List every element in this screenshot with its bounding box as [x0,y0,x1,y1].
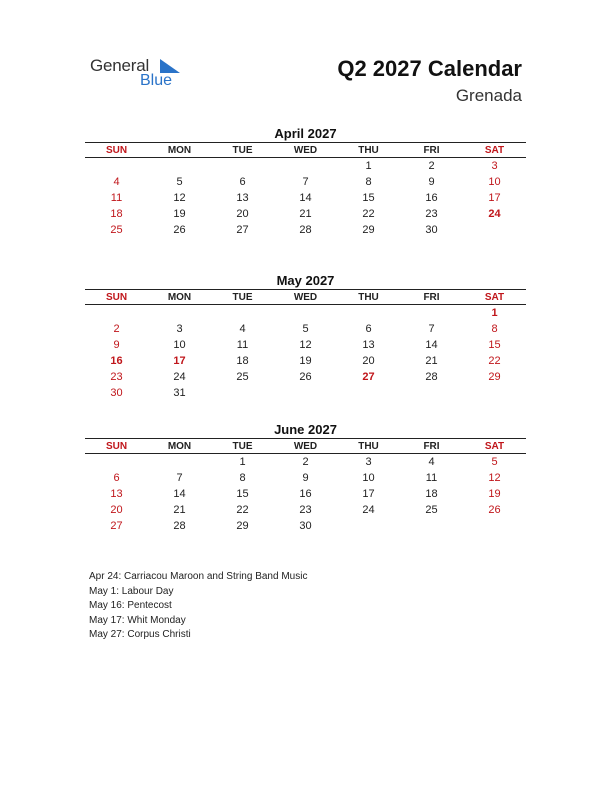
day-cell: 15 [236,488,249,500]
page-title: Q2 2027 Calendar [337,56,522,81]
day-cell: 2 [113,323,120,335]
week-row [85,321,526,337]
day-cell [148,454,211,471]
day-cell: 1 [491,307,498,319]
day-cell: 21 [425,355,438,367]
weekday-header: WED [274,290,337,305]
day-cell: 3 [176,323,183,335]
day-cell: 29 [362,224,375,236]
week-row [85,385,526,401]
day-cell: 22 [362,208,375,220]
weekday-header: SAT [463,143,526,158]
day-cell: 12 [173,192,186,204]
weekday-header: FRI [400,439,463,454]
month-june [85,422,526,534]
weekday-header: TUE [211,143,274,158]
day-cell [85,454,148,471]
week-row [85,158,526,175]
weekday-header: THU [337,143,400,158]
day-cell: 8 [491,323,498,335]
day-cell [274,305,337,322]
logo-blue-text: Blue [140,72,173,89]
day-cell: 13 [110,488,123,500]
day-cell [400,305,463,322]
day-cell: 30 [299,520,312,532]
day-cell [148,305,211,322]
month-april [85,126,526,238]
day-cell [85,305,148,322]
day-cell: 23 [110,371,123,383]
day-cell: 22 [236,504,249,516]
day-cell: 24 [488,208,501,220]
day-cell: 21 [299,208,312,220]
day-cell: 11 [236,339,249,351]
logo-general-text: General [90,56,150,75]
day-cell [337,518,400,534]
week-row [85,502,526,518]
calendar-grid [85,142,526,238]
day-cell: 20 [236,208,249,220]
day-cell [400,385,463,401]
generalblue-logo [90,56,190,92]
day-cell: 1 [365,160,372,172]
day-cell: 25 [110,224,123,236]
day-cell [463,222,526,238]
month-may [85,273,526,401]
month-title: April 2027 [274,126,337,141]
day-cell: 17 [488,192,501,204]
day-cell [274,385,337,401]
logo-triangle-icon [160,59,180,73]
day-cell: 27 [110,520,123,532]
day-cell: 14 [425,339,438,351]
day-cell: 8 [239,472,246,484]
weekday-header: FRI [400,290,463,305]
day-cell: 10 [362,472,375,484]
weekday-header: SUN [85,143,148,158]
weekday-header: TUE [211,439,274,454]
day-cell: 4 [428,456,435,468]
weekday-header: MON [148,290,211,305]
day-cell: 26 [299,371,312,383]
holiday-note: May 17: Whit Monday [89,614,186,626]
week-row [85,486,526,502]
day-cell: 25 [425,504,438,516]
weekday-header: SAT [463,439,526,454]
day-cell: 10 [173,339,186,351]
day-cell: 13 [362,339,375,351]
day-cell: 11 [110,192,123,204]
day-cell: 12 [488,472,501,484]
day-cell [463,385,526,401]
week-row [85,369,526,385]
weekday-header: MON [148,143,211,158]
day-cell: 25 [236,371,249,383]
holiday-note: Apr 24: Carriacou Maroon and String Band Music [89,571,308,582]
week-row [85,518,526,534]
day-cell: 19 [299,355,312,367]
day-cell: 2 [428,160,435,172]
week-row [85,337,526,353]
week-row [85,206,526,222]
day-cell: 20 [110,504,123,516]
day-cell [274,158,337,175]
day-cell: 16 [299,488,312,500]
day-cell [85,158,148,175]
day-cell: 17 [173,355,186,367]
week-row [85,174,526,190]
day-cell [400,518,463,534]
day-cell: 23 [425,208,438,220]
day-cell: 9 [428,176,435,188]
weekday-header: THU [337,290,400,305]
calendar-grid [85,438,526,534]
weekday-header: FRI [400,143,463,158]
week-row [85,305,526,322]
day-cell: 4 [113,176,120,188]
day-cell: 29 [488,371,501,383]
day-cell: 10 [488,176,501,188]
day-cell: 14 [299,192,312,204]
day-cell: 1 [239,456,246,468]
day-cell: 6 [239,176,246,188]
day-cell: 26 [173,224,186,236]
week-row [85,353,526,369]
week-row [85,190,526,206]
day-cell [211,305,274,322]
day-cell: 28 [173,520,186,532]
day-cell: 28 [299,224,312,236]
day-cell: 17 [362,488,375,500]
day-cell: 9 [113,339,120,351]
holiday-notes [89,570,307,643]
day-cell: 27 [362,371,375,383]
day-cell: 5 [176,176,183,188]
day-cell: 15 [362,192,375,204]
week-row [85,470,526,486]
day-cell: 24 [362,504,375,516]
weekday-header: THU [337,439,400,454]
day-cell: 26 [488,504,501,516]
day-cell: 5 [491,456,498,468]
day-cell: 13 [236,192,249,204]
weekday-header: WED [274,143,337,158]
day-cell: 5 [302,323,309,335]
weekday-header: SUN [85,290,148,305]
calendar-grid [85,289,526,401]
day-cell: 22 [488,355,501,367]
day-cell: 15 [488,339,501,351]
day-cell: 30 [110,387,123,399]
day-cell: 14 [173,488,186,500]
day-cell [211,385,274,401]
day-cell: 11 [425,472,438,484]
day-cell: 24 [173,371,186,383]
day-cell: 6 [113,472,120,484]
day-cell: 12 [299,339,312,351]
day-cell [211,158,274,175]
day-cell: 21 [173,504,186,516]
day-cell: 3 [365,456,372,468]
weekday-header: TUE [211,290,274,305]
day-cell: 4 [239,323,246,335]
day-cell: 6 [365,323,372,335]
day-cell: 16 [425,192,438,204]
day-cell: 7 [176,472,183,484]
day-cell: 3 [491,160,498,172]
day-cell: 18 [236,355,249,367]
day-cell: 2 [302,456,309,468]
day-cell [337,305,400,322]
day-cell: 19 [488,488,501,500]
holiday-note: May 1: Labour Day [89,585,174,597]
month-title: May 2027 [276,273,335,288]
day-cell [148,158,211,175]
day-cell: 8 [365,176,372,188]
day-cell: 19 [173,208,186,220]
day-cell: 9 [302,472,309,484]
day-cell: 20 [362,355,375,367]
day-cell: 7 [302,176,309,188]
day-cell: 16 [110,355,123,367]
day-cell: 18 [110,208,123,220]
day-cell: 7 [428,323,435,335]
weekday-header: SUN [85,439,148,454]
day-cell: 29 [236,520,249,532]
day-cell: 18 [425,488,438,500]
country-name: Grenada [455,86,522,105]
week-row [85,222,526,238]
weekday-header: SAT [463,290,526,305]
day-cell: 27 [236,224,249,236]
day-cell: 28 [425,371,438,383]
holiday-note: May 27: Corpus Christi [89,629,191,640]
month-title: June 2027 [274,422,337,437]
day-cell [463,518,526,534]
weekday-header: WED [274,439,337,454]
day-cell: 30 [425,224,438,236]
day-cell [337,385,400,401]
weekday-header: MON [148,439,211,454]
day-cell: 31 [173,387,186,399]
holiday-note: May 16: Pentecost [89,600,172,611]
week-row [85,454,526,471]
day-cell: 23 [299,504,312,516]
